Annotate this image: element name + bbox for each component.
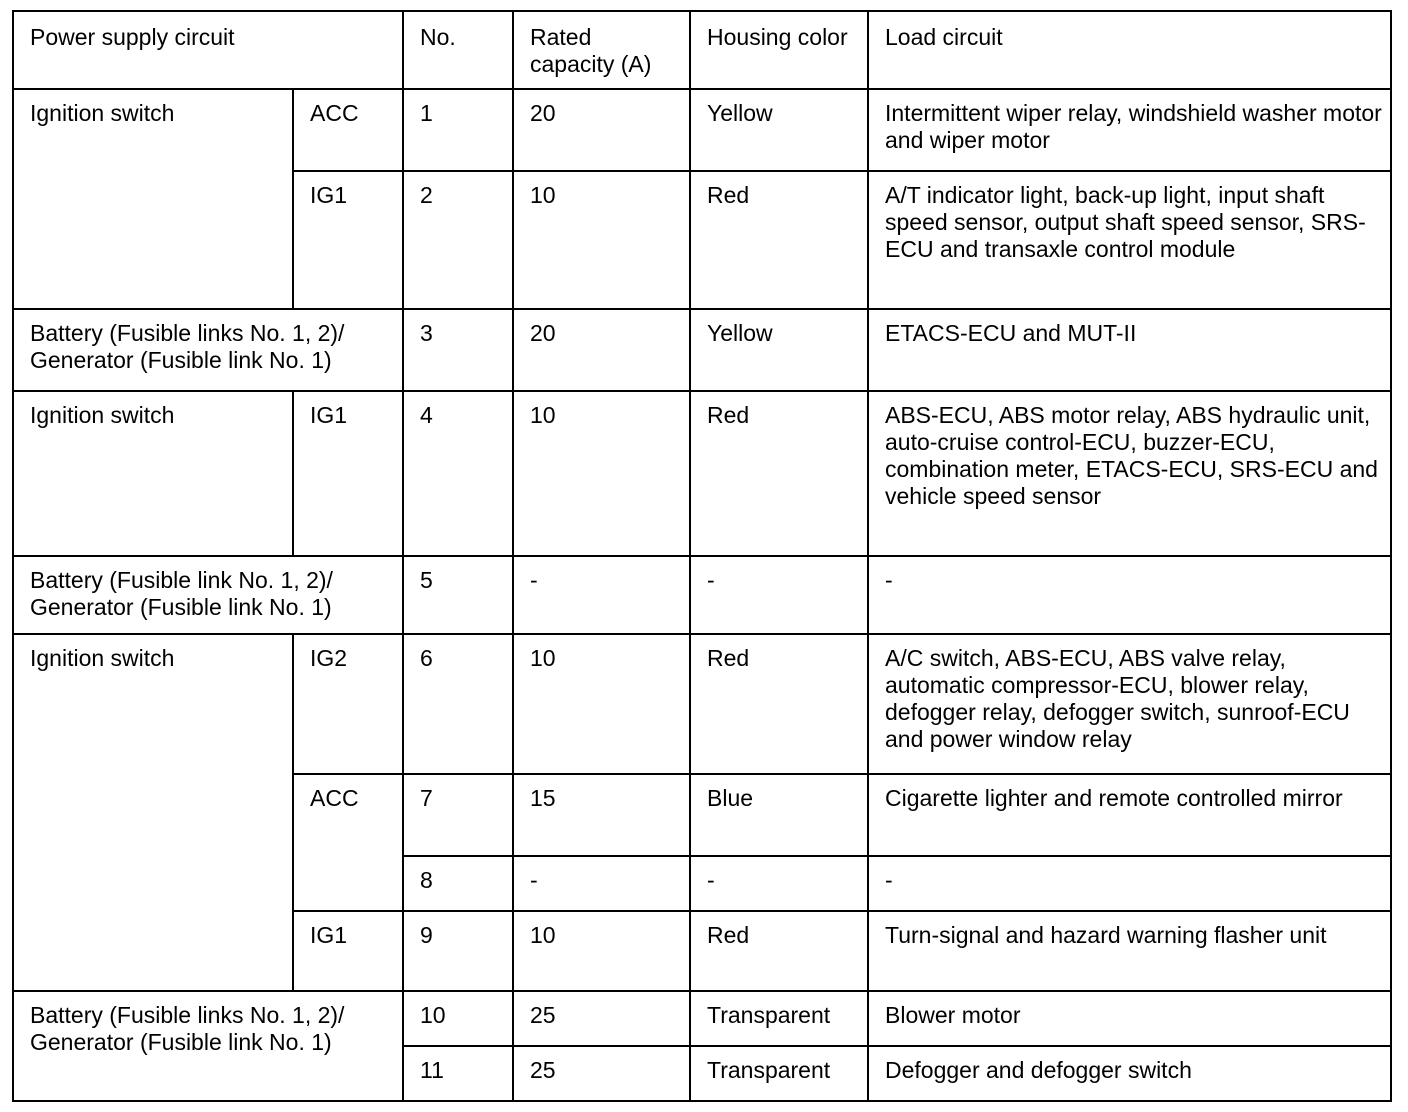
load-circuit-cell: -: [868, 856, 1391, 911]
rated-capacity-cell: 10: [513, 391, 690, 556]
header-housing-color: Housing color: [690, 11, 868, 89]
power-source-cell: Ignition switch: [13, 89, 293, 309]
switch-position-cell: ACC: [293, 774, 403, 911]
fuse-table: [12, 10, 1392, 1102]
rated-capacity-cell: 15: [513, 774, 690, 856]
rated-capacity-cell: 25: [513, 1046, 690, 1101]
power-source-cell: Ignition switch: [13, 391, 293, 556]
table-row: [13, 309, 1391, 391]
header-power-supply-circuit: Power supply circuit: [13, 11, 403, 89]
housing-color-cell: Red: [690, 171, 868, 309]
load-circuit-cell: -: [868, 556, 1391, 634]
load-circuit-cell: Cigarette lighter and remote controlled mirror: [868, 774, 1391, 856]
switch-position-cell: ACC: [293, 89, 403, 171]
header-rated-capacity: Rated capacity (A): [513, 11, 690, 89]
housing-color-cell: Red: [690, 911, 868, 991]
fuse-number-cell: 1: [403, 89, 513, 171]
header-no: No.: [403, 11, 513, 89]
rated-capacity-cell: -: [513, 856, 690, 911]
load-circuit-cell: A/T indicator light, back-up light, input shaft speed sensor, output shaft speed sensor, SRS-ECU and transaxle control module: [868, 171, 1391, 309]
housing-color-cell: Transparent: [690, 991, 868, 1046]
rated-capacity-cell: -: [513, 556, 690, 634]
housing-color-cell: Yellow: [690, 89, 868, 171]
housing-color-cell: Red: [690, 634, 868, 774]
switch-position-cell: IG1: [293, 171, 403, 309]
switch-position-cell: IG2: [293, 634, 403, 774]
switch-position-cell: IG1: [293, 911, 403, 991]
rated-capacity-cell: 10: [513, 634, 690, 774]
rated-capacity-cell: 20: [513, 309, 690, 391]
fuse-number-cell: 10: [403, 991, 513, 1046]
load-circuit-cell: Defogger and defogger switch: [868, 1046, 1391, 1101]
fuse-number-cell: 5: [403, 556, 513, 634]
rated-capacity-cell: 20: [513, 89, 690, 171]
load-circuit-cell: ETACS-ECU and MUT-II: [868, 309, 1391, 391]
power-source-cell: Ignition switch: [13, 634, 293, 991]
fuse-number-cell: 4: [403, 391, 513, 556]
load-circuit-cell: A/C switch, ABS-ECU, ABS valve relay, automatic compressor-ECU, blower relay, defogger relay, defogger switch, sunroof-ECU and power window relay: [868, 634, 1391, 774]
switch-position-cell: IG1: [293, 391, 403, 556]
fuse-number-cell: 9: [403, 911, 513, 991]
fuse-number-cell: 6: [403, 634, 513, 774]
load-circuit-cell: Intermittent wiper relay, windshield washer motor and wiper motor: [868, 89, 1391, 171]
power-source-cell: Battery (Fusible links No. 1, 2)/ Generator (Fusible link No. 1): [13, 309, 403, 391]
fuse-number-cell: 8: [403, 856, 513, 911]
table-row: [13, 634, 1391, 774]
table-row: [13, 991, 1391, 1046]
power-source-cell: Battery (Fusible links No. 1, 2)/ Generator (Fusible link No. 1): [13, 991, 403, 1101]
housing-color-cell: -: [690, 556, 868, 634]
fuse-number-cell: 3: [403, 309, 513, 391]
rated-capacity-cell: 10: [513, 911, 690, 991]
load-circuit-cell: Turn-signal and hazard warning flasher unit: [868, 911, 1391, 991]
fuse-number-cell: 2: [403, 171, 513, 309]
fuse-number-cell: 7: [403, 774, 513, 856]
table-row: [13, 391, 1391, 556]
load-circuit-cell: ABS-ECU, ABS motor relay, ABS hydraulic unit, auto-cruise control-ECU, buzzer-ECU, combination meter, ETACS-ECU, SRS-ECU and vehicle speed sensor: [868, 391, 1391, 556]
rated-capacity-cell: 10: [513, 171, 690, 309]
power-source-cell: Battery (Fusible link No. 1, 2)/ Generator (Fusible link No. 1): [13, 556, 403, 634]
table-row: [13, 89, 1391, 171]
fuse-number-cell: 11: [403, 1046, 513, 1101]
housing-color-cell: Transparent: [690, 1046, 868, 1101]
header-row: [13, 11, 1391, 89]
rated-capacity-cell: 25: [513, 991, 690, 1046]
load-circuit-cell: Blower motor: [868, 991, 1391, 1046]
housing-color-cell: Red: [690, 391, 868, 556]
housing-color-cell: Blue: [690, 774, 868, 856]
table-row: [13, 556, 1391, 634]
header-load-circuit: Load circuit: [868, 11, 1391, 89]
housing-color-cell: Yellow: [690, 309, 868, 391]
housing-color-cell: -: [690, 856, 868, 911]
